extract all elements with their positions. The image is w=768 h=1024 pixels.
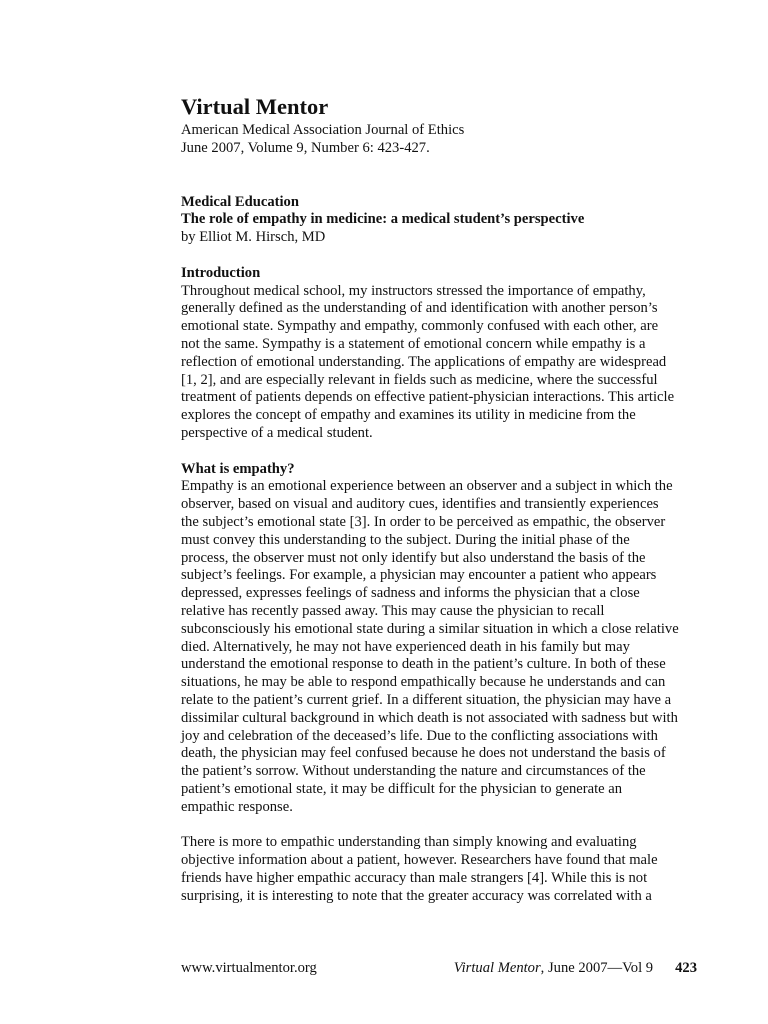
text-line: Empathy is an emotional experience between an observer and a subject in which the [181,478,673,495]
text-line: empathic response. [181,798,293,815]
article-section: Medical Education [181,193,299,210]
text-line: depressed, expresses feelings of sadness and informs the physician that a close [181,585,640,602]
introduction-heading: Introduction [181,264,261,281]
text-line: [1, 2], and are especially relevant in fields such as medicine, where the successful [181,371,658,388]
text-line: joy and celebration of the deceased’s life. Due to the conflicting associations with [181,727,658,744]
text-line: surprising, it is interesting to note that the greater accuracy was correlated with a [181,887,652,904]
document-page [181,94,701,905]
text-line: must convey this understanding to the subject. During the initial phase of the [181,531,630,548]
text-line: process, the observer must not only identify but also understand the basis of the [181,549,646,566]
footer-issue: , June 2007—Vol 9 [540,960,654,976]
footer-citation [454,960,697,978]
paragraph-three-text [181,834,701,905]
text-line: the patient’s sorrow. Without understanding the nature and circumstances of the [181,763,646,780]
text-line: There is more to empathic understanding than simply knowing and evaluating [181,834,637,851]
text-line: relative has recently passed away. This may cause the physician to recall [181,602,605,619]
text-line: friends have higher empathic accuracy than male strangers [4]. While this is not [181,869,648,886]
text-line: relate to the patient’s current grief. In a different situation, the physician may have a [181,691,672,708]
text-line: treatment of patients depends on effective patient-physician interactions. This article [181,389,675,406]
text-line: Throughout medical school, my instructors stressed the importance of empathy, [181,282,646,299]
text-line: generally defined as the understanding of and identification with another person’s [181,300,658,317]
text-line: not the same. Sympathy is a statement of emotional concern while empathy is a [181,335,646,352]
text-line: perspective of a medical student. [181,424,373,441]
text-line: objective information about a patient, however. Researchers have found that male [181,852,658,869]
article-title: The role of empathy in medicine: a medical student’s perspective [181,211,585,228]
article-byline: by Elliot M. Hirsch, MD [181,229,326,246]
footer-page-number: 423 [675,960,697,976]
text-line: subconsciously his emotional state during a similar situation in which a close relative [181,620,679,637]
text-line: reflection of emotional understanding. The applications of empathy are widespread [181,353,667,370]
text-line: the subject’s emotional state [3]. In order to be perceived as empathic, the observer [181,513,666,530]
text-line: death, the physician may feel confused because he does not understand the basis of [181,745,666,762]
footer-url: www.virtualmentor.org [181,960,317,976]
introduction-section [181,265,701,443]
what-is-empathy-paragraph [181,478,701,816]
text-line: understand the emotional response to death in the patient’s culture. In both of these [181,656,666,673]
journal-subtitle: American Medical Association Journal of Ethics [181,122,465,138]
journal-title: Virtual Mentor [181,94,329,119]
paragraph-three [181,834,701,905]
text-line: situations, he may be able to respond empathically because he understands and can [181,674,666,691]
journal-header [181,94,701,158]
what-is-empathy-heading: What is empathy? [181,460,295,477]
issue-line: June 2007, Volume 9, Number 6: 423-427. [181,139,430,156]
text-line: died. Alternatively, he may not have experienced death in his family but may [181,638,630,655]
text-line: dissimilar cultural background in which death is not associated with sadness but with [181,709,678,726]
introduction-paragraph [181,283,701,443]
text-line: explores the concept of empathy and examines its utility in medicine from the [181,407,636,424]
what-is-empathy-section [181,461,701,817]
text-line: observer, based on visual and auditory cues, identifies and transiently experiences [181,496,659,513]
text-line: patient’s emotional state, it may be difficult for the physician to generate an [181,780,623,797]
text-line: subject’s feelings. For example, a physician may encounter a patient who appears [181,567,657,584]
text-line: emotional state. Sympathy and empathy, commonly confused with each other, are [181,318,659,335]
footer-journal-name: Virtual Mentor [453,960,541,976]
article-header [181,194,701,247]
